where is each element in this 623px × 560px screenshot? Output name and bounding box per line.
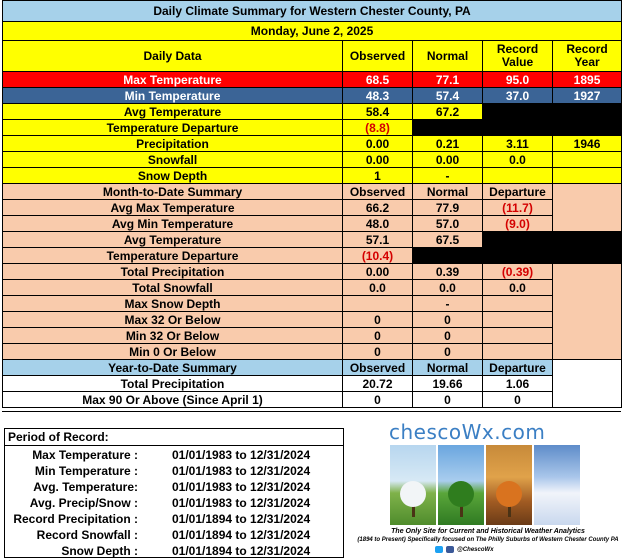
period-row <box>5 480 343 496</box>
spring-photo <box>390 445 436 525</box>
summer-photo <box>438 445 484 525</box>
departure-value: 0.0 <box>483 280 553 296</box>
observed-value <box>343 296 413 312</box>
empty-cell <box>553 264 622 360</box>
period-row <box>5 496 343 512</box>
report-date: Monday, June 2, 2025 <box>3 22 622 41</box>
climate-table <box>2 0 622 408</box>
chescowx-banner[interactable] <box>357 415 619 555</box>
daily-row-max-temperature <box>3 72 622 88</box>
daily-header-record-value: Record Value <box>483 41 553 72</box>
period-range: 01/01/1983 to 12/31/2024 <box>172 448 311 462</box>
season-photos <box>390 445 580 525</box>
daily-row-snowfall <box>3 152 622 168</box>
period-range: 01/01/1983 to 12/31/2024 <box>172 464 311 478</box>
record-year <box>553 168 622 184</box>
daily-header-label: Daily Data <box>3 41 343 72</box>
row-label: Total Precipitation <box>3 264 343 280</box>
departure-value <box>483 344 553 360</box>
mtd-row-total-precipitation <box>3 264 622 280</box>
footer-section <box>2 411 621 558</box>
observed-value: 0.00 <box>343 152 413 168</box>
normal-value: 0 <box>413 392 483 408</box>
departure-value: (0.39) <box>483 264 553 280</box>
mtd-row-total-snowfall <box>3 280 622 296</box>
observed-value: 0 <box>343 344 413 360</box>
period-label: Record Snowfall : <box>36 528 138 542</box>
ytd-row-total-precipitation <box>3 376 622 392</box>
record-value <box>483 168 553 184</box>
daily-header-record-year: Record Year <box>553 41 622 72</box>
social-links[interactable] <box>435 546 494 553</box>
ytd-header-normal: Normal <box>413 360 483 376</box>
mtd-row-max-snow-depth <box>3 296 622 312</box>
row-label: Min 32 Or Below <box>3 328 343 344</box>
period-range: 01/01/1894 to 12/31/2024 <box>172 544 311 558</box>
normal-value: 0.21 <box>413 136 483 152</box>
record-year: 1946 <box>553 136 622 152</box>
departure-value <box>483 296 553 312</box>
row-label: Temperature Departure <box>3 120 343 136</box>
observed-value: 0.00 <box>343 264 413 280</box>
period-row <box>5 544 343 560</box>
observed-value: 20.72 <box>343 376 413 392</box>
period-range: 01/01/1983 to 12/31/2024 <box>172 480 311 494</box>
row-label: Avg Min Temperature <box>3 216 343 232</box>
period-range: 01/01/1983 to 12/31/2024 <box>172 496 311 510</box>
mtd-row-min-0-or-below <box>3 344 622 360</box>
row-label: Max Temperature <box>3 72 343 88</box>
blocked-cell <box>483 104 622 136</box>
normal-value: 0.00 <box>413 152 483 168</box>
mtd-row-avg-temperature <box>3 232 622 248</box>
chescowx-logo[interactable]: chescoWx.com <box>389 420 546 444</box>
record-year: 1895 <box>553 72 622 88</box>
observed-value: 0 <box>343 312 413 328</box>
departure-value: (9.0) <box>483 216 553 232</box>
period-range: 01/01/1894 to 12/31/2024 <box>172 512 311 526</box>
observed-value: 58.4 <box>343 104 413 120</box>
mtd-header-label: Month-to-Date Summary <box>3 184 343 200</box>
normal-value: - <box>413 168 483 184</box>
row-label: Min 0 Or Below <box>3 344 343 360</box>
daily-row-avg-temperature <box>3 104 622 120</box>
period-label: Avg. Precip/Snow : <box>29 496 138 510</box>
daily-header-observed: Observed <box>343 41 413 72</box>
row-label: Max Snow Depth <box>3 296 343 312</box>
observed-value: 66.2 <box>343 200 413 216</box>
departure-value: 0 <box>483 392 553 408</box>
twitter-icon[interactable] <box>435 546 443 553</box>
period-label: Max Temperature : <box>32 448 138 462</box>
observed-value: (8.8) <box>343 120 413 136</box>
blocked-cell <box>413 248 483 264</box>
daily-header-row <box>3 41 622 72</box>
period-row <box>5 528 343 544</box>
observed-value: 68.5 <box>343 72 413 88</box>
ytd-row-max-90-or-above <box>3 392 622 408</box>
ytd-header-row <box>3 360 622 376</box>
tagline-focus: (1894 to Present) Specifically focused on The Philly Suburbs of Western Chester County PA <box>357 537 619 543</box>
daily-header-normal: Normal <box>413 41 483 72</box>
normal-value: 77.1 <box>413 72 483 88</box>
period-row <box>5 448 343 464</box>
empty-cell <box>553 184 622 232</box>
normal-value: 77.9 <box>413 200 483 216</box>
departure-value: 1.06 <box>483 376 553 392</box>
autumn-photo <box>486 445 532 525</box>
normal-value: 57.4 <box>413 88 483 104</box>
row-label: Max 32 Or Below <box>3 312 343 328</box>
mtd-header-departure: Departure <box>483 184 553 200</box>
observed-value: 0 <box>343 328 413 344</box>
departure-value <box>483 328 553 344</box>
period-row <box>5 464 343 480</box>
mtd-row-avg-max-temperature <box>3 200 622 216</box>
period-range: 01/01/1894 to 12/31/2024 <box>172 528 311 542</box>
record-value: 95.0 <box>483 72 553 88</box>
row-label: Total Snowfall <box>3 280 343 296</box>
mtd-header-normal: Normal <box>413 184 483 200</box>
period-label: Min Temperature : <box>34 464 138 478</box>
row-label: Min Temperature <box>3 88 343 104</box>
record-value: 0.0 <box>483 152 553 168</box>
normal-value: 67.2 <box>413 104 483 120</box>
period-label: Avg. Temperature: <box>33 480 138 494</box>
observed-value: 57.1 <box>343 232 413 248</box>
empty-cell <box>553 360 622 408</box>
row-label: Avg Temperature <box>3 104 343 120</box>
row-label: Max 90 Or Above (Since April 1) <box>3 392 343 408</box>
period-label: Record Precipitation : <box>13 512 138 526</box>
observed-value: 0.00 <box>343 136 413 152</box>
row-label: Precipitation <box>3 136 343 152</box>
observed-value: 48.3 <box>343 88 413 104</box>
row-label: Snow Depth <box>3 168 343 184</box>
record-value: 3.11 <box>483 136 553 152</box>
tagline: The Only Site for Current and Historical Weather Analytics <box>391 528 585 535</box>
ytd-header-observed: Observed <box>343 360 413 376</box>
blocked-cell <box>483 232 622 264</box>
normal-value: 0.39 <box>413 264 483 280</box>
ytd-header-departure: Departure <box>483 360 553 376</box>
period-label: Snow Depth : <box>61 544 138 558</box>
facebook-icon[interactable] <box>446 546 454 553</box>
normal-value: 19.66 <box>413 376 483 392</box>
record-value: 37.0 <box>483 88 553 104</box>
row-label: Avg Temperature <box>3 232 343 248</box>
mtd-row-avg-min-temperature <box>3 216 622 232</box>
departure-value <box>483 312 553 328</box>
social-handle[interactable]: @ChescoWx <box>457 546 494 553</box>
normal-value: 0.0 <box>413 280 483 296</box>
observed-value: 1 <box>343 168 413 184</box>
daily-row-precipitation <box>3 136 622 152</box>
normal-value: 0 <box>413 328 483 344</box>
row-label: Total Precipitation <box>3 376 343 392</box>
observed-value: 0 <box>343 392 413 408</box>
row-label: Avg Max Temperature <box>3 200 343 216</box>
daily-row-min-temperature <box>3 88 622 104</box>
mtd-row-min-32-or-below <box>3 328 622 344</box>
period-row <box>5 512 343 528</box>
blocked-cell <box>413 120 483 136</box>
mtd-row-max-32-or-below <box>3 312 622 328</box>
normal-value: - <box>413 296 483 312</box>
daily-row-snow-depth <box>3 168 622 184</box>
normal-value: 0 <box>413 312 483 328</box>
normal-value: 57.0 <box>413 216 483 232</box>
ytd-header-label: Year-to-Date Summary <box>3 360 343 376</box>
climate-summary-sheet <box>2 0 621 557</box>
winter-photo <box>534 445 580 525</box>
record-year <box>553 152 622 168</box>
normal-value: 0 <box>413 344 483 360</box>
row-label: Snowfall <box>3 152 343 168</box>
mtd-header-row <box>3 184 622 200</box>
departure-value: (11.7) <box>483 200 553 216</box>
observed-value: 48.0 <box>343 216 413 232</box>
record-year: 1927 <box>553 88 622 104</box>
observed-value: (10.4) <box>343 248 413 264</box>
period-of-record-box <box>4 428 344 558</box>
period-of-record-heading: Period of Record: <box>8 430 109 444</box>
row-label: Temperature Departure <box>3 248 343 264</box>
page-title: Daily Climate Summary for Western Chester County, PA <box>3 1 622 22</box>
observed-value: 0.0 <box>343 280 413 296</box>
mtd-header-observed: Observed <box>343 184 413 200</box>
normal-value: 67.5 <box>413 232 483 248</box>
